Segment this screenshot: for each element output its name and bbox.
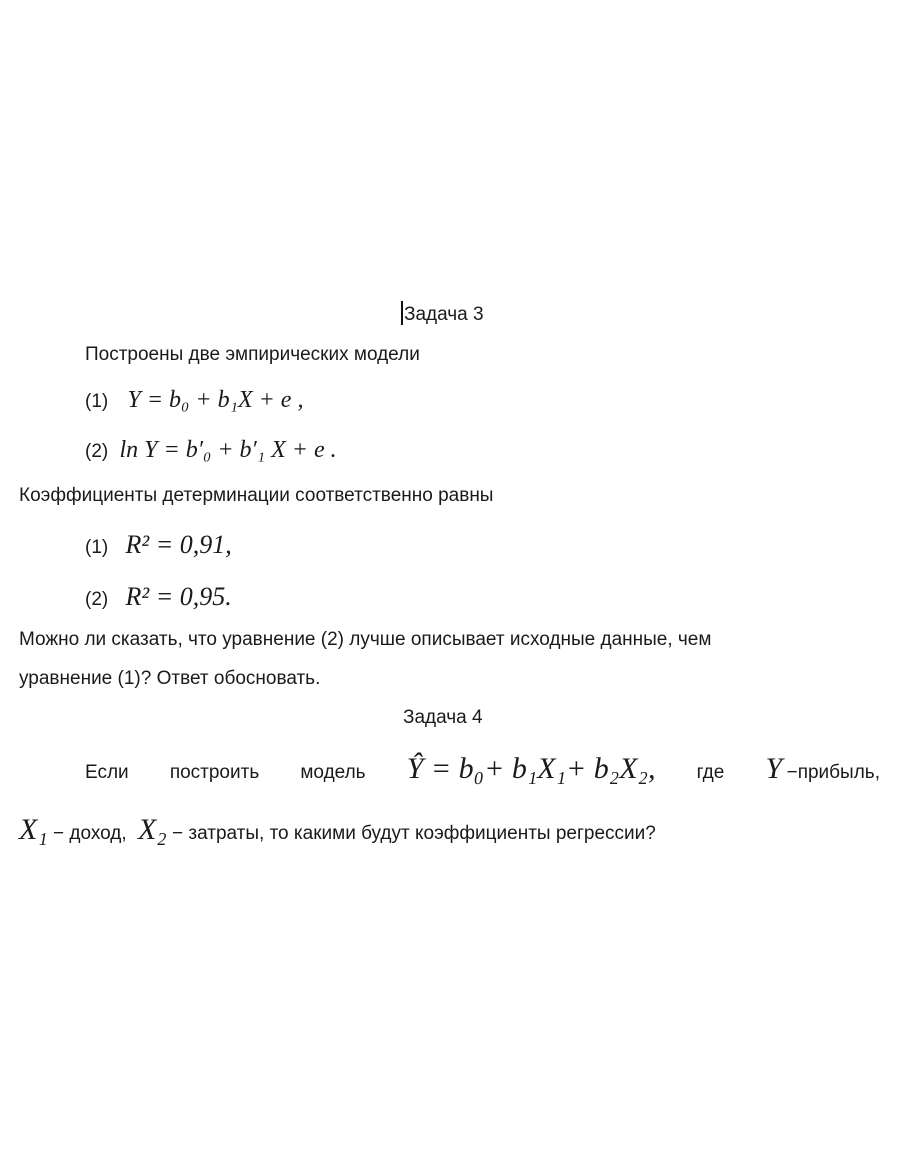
task4-word-postroit: построить [169, 762, 260, 783]
model2-formula: ln Y = b′₀ + b′₁ X + e . [119, 437, 337, 463]
task4-line1 [85, 752, 880, 786]
x1-variable: X₁ [19, 813, 48, 846]
task4-title: Задача 4 [403, 707, 483, 728]
r2-2-formula: R² = 0,95. [125, 582, 232, 611]
x2-variable: X₂ [137, 813, 167, 846]
task4-word-model: модель [300, 762, 366, 783]
r2-1-label: (1) [85, 537, 109, 558]
regression-formula: Ŷ = b₀+ b₁X₁+ b₂X₂, [406, 752, 656, 785]
text-cursor [401, 301, 403, 325]
model1-line [85, 388, 303, 414]
r2-2-line [85, 582, 232, 612]
r2-1-line [85, 530, 232, 560]
question-line1: Можно ли сказать, что уравнение (2) лучше описывает исходные данные, чем [19, 629, 712, 650]
r2-1-formula: R² = 0,91, [125, 530, 232, 559]
r2-intro: Коэффициенты детерминации соответственно равны [19, 485, 494, 506]
r2-2-label: (2) [85, 589, 109, 610]
task3-intro: Построены две эмпирических модели [85, 344, 420, 365]
y-variable: Y [765, 752, 783, 785]
model2-line [85, 438, 337, 464]
task4-word-gde: где [696, 762, 725, 783]
model1-label: (1) [85, 391, 109, 412]
x1-description: − доход, [53, 823, 127, 844]
task4-line2 [19, 812, 656, 852]
y-definition [765, 752, 880, 786]
model2-label: (2) [85, 441, 109, 462]
x2-description: − затраты, то какими будут коэффициенты регрессии? [172, 823, 656, 844]
model1-formula: Y = b₀ + b₁X + e , [127, 387, 304, 413]
y-description: −прибыль, [786, 762, 880, 783]
task4-word-esli: Если [85, 762, 129, 783]
question-line2: уравнение (1)? Ответ обосновать. [19, 668, 321, 689]
task3-title: Задача 3 [401, 301, 484, 327]
